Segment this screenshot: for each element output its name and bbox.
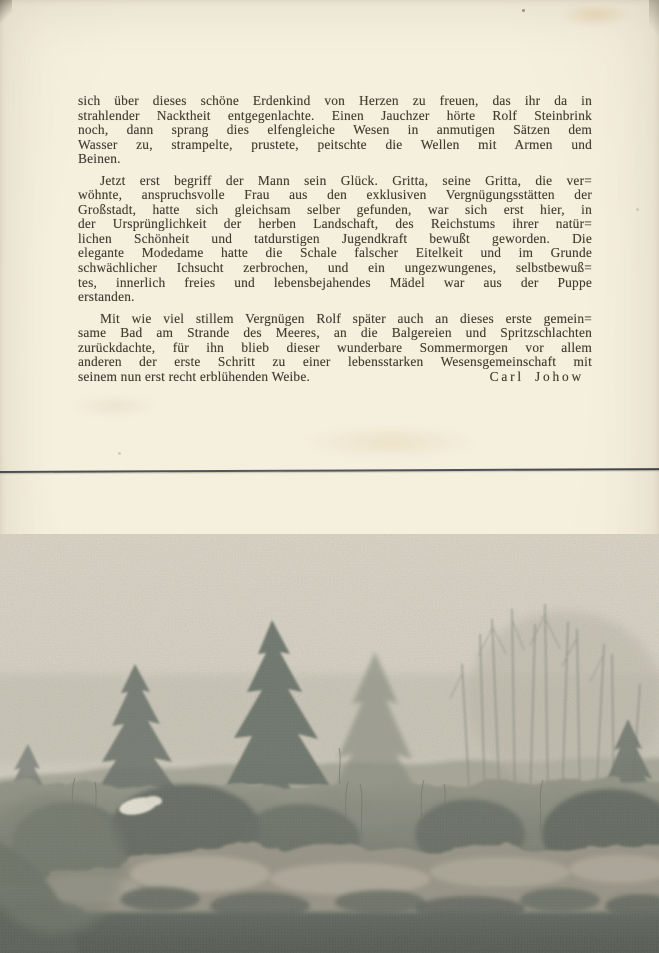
text-line: anderen der erste Schritt zu einer lebensstarken Wesensgemeinschaft mit [78, 354, 592, 370]
text-line: noch, dann sprang dies elfengleiche Wesen in anmutigen Sätzen dem [78, 122, 592, 138]
paragraph [78, 174, 592, 305]
text-line: Jetzt erst begriff der Mann sein Glück. Gritta, seine Gritta, die ver= [100, 172, 592, 188]
halftone-photograph [0, 534, 659, 953]
closing-text: seinem nun erst recht erblühenden Weibe. [78, 368, 311, 384]
text-line: erstanden. [78, 289, 135, 305]
text-line: Großstadt, hatte sich gleichsam selber gefunden, war sich erst hier, in [78, 201, 592, 217]
text-line: lichen Schönheit und tatdurstigen Jugendkraft bewußt geworden. Die [78, 230, 592, 246]
text-line: Beinen. [78, 151, 121, 167]
text-line: elegante Modedame hatte die Schale falscher Eitelkeit und im Grunde [78, 245, 592, 261]
fold-crease-line [0, 468, 659, 473]
paper-speck [118, 452, 121, 455]
text-line: der Ursprünglichkeit der herben Landschaft, des Reichstums ihrer natür= [78, 216, 592, 232]
paper-stain [300, 425, 480, 459]
text-line: wöhnte, anspruchsvolle Frau aus den exklusiven Vergnügungsstätten der [78, 187, 592, 203]
text-line: schwächlicher Ichsucht zerbrochen, und ein ungezwungenes, selbstbewuß= [78, 260, 592, 276]
text-line: tes, innerlich freies und lebensbejahendes Mädel war aus der Puppe [78, 274, 592, 290]
paper-speck [636, 208, 639, 211]
paper-cast [0, 534, 659, 953]
paragraph [78, 94, 592, 167]
text-line [78, 370, 592, 385]
text-line: zurückdachte, für ihn blieb dieser wunderbare Sommermorgen vor allem [78, 339, 592, 355]
paragraph [78, 312, 592, 385]
text-line: Wasser zu, strampelte, prustete, peitschte die Wellen mit Armen und [78, 136, 592, 152]
paper-speck [522, 9, 525, 12]
text-line: Mit wie viel stillem Vergnügen Rolf später auch an dieses erste gemein= [100, 310, 592, 326]
author-signature: Carl Johow [489, 368, 584, 384]
photo-illustration [0, 534, 659, 953]
text-line: same Bad am Strande des Meeres, an die Balgereien und Spritzschlachten [78, 325, 592, 341]
paper-stain [560, 4, 630, 26]
page-corner-shadow-right [649, 0, 659, 44]
body-text [78, 94, 592, 391]
page-corner-shadow-left [0, 0, 12, 26]
text-line: sich über dieses schöne Erdenkind von Herzen zu freuen, das ihr da in [78, 93, 592, 108]
text-line: strahlender Nacktheit entgegenlachte. Einen Jauchzer hörte Rolf Steinbrink [78, 107, 592, 123]
paper-stain [70, 395, 160, 417]
